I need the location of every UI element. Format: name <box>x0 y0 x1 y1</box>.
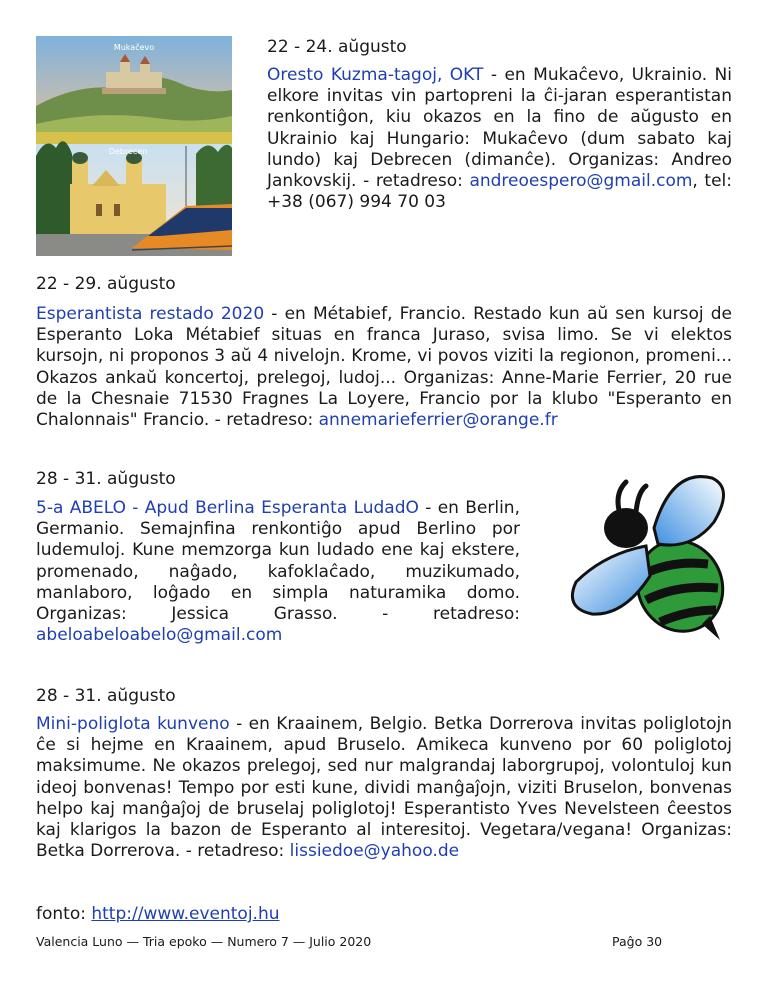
event2-email-link[interactable]: annemarieferrier@orange.fr <box>318 410 558 431</box>
source-line <box>36 904 280 925</box>
event4-date: 28 - 31. aŭgusto <box>36 686 176 706</box>
event1-date: 22 - 24. aŭgusto <box>267 37 407 57</box>
photo-caption-top: Mukačevo <box>113 43 155 52</box>
bee-illustration <box>562 464 734 646</box>
event1-contact: , tel: +38 (067) 994 70 03 <box>267 171 732 213</box>
event2-date: 22 - 29. aŭgusto <box>36 274 176 294</box>
event3-email-link[interactable]: abeloabeloabelo@gmail.com <box>36 625 283 646</box>
photo-caption-bottom: Debrecen <box>108 147 148 156</box>
bee-icon <box>562 464 734 646</box>
source-label: fonto: <box>36 904 92 924</box>
event4-email-link[interactable]: lissiedoe@yahoo.de <box>289 841 460 862</box>
event2-title-link[interactable]: Esperantista restado 2020 <box>36 304 265 324</box>
event1-description <box>267 65 732 213</box>
event1-body: - en Mukaĉevo, Ukrainio. Ni elkore invitas vin partopreni la ĉi-jaran esperantistan renkontiĝon, kiu okazos en la fino de aŭgusto en Ukrainio kaj Hungario: Mukaĉevo (dum sabato kaj lundo) kaj Debrecen (dimanĉe). Organizas: Andreo Jankovskij. - retadreso: <box>267 65 732 192</box>
event-photo <box>36 36 232 256</box>
event2-description <box>36 304 732 431</box>
event-photo-illustration <box>36 36 232 256</box>
event1-email-link[interactable]: andreoespero@gmail.com <box>469 171 693 192</box>
event3-title-link[interactable]: 5-a ABELO - Apud Berlina Esperanta LudadO <box>36 498 419 518</box>
event3-description <box>36 498 520 646</box>
footer-left: Valencia Luno — Tria epoko — Numero 7 — Julio 2020 <box>36 934 372 949</box>
event4-body: - en Kraainem, Belgio. Betka Dorrerova invitas poliglotojn ĉe si hejme en Kraainem, apud Bruselo. Amikeca kunveno por 60 poliglotoj maksimume. Ne okazos prelegoj, sed nur malgrandaj laborgrupoj, volontuloj kun ideoj bonvenas! Tempo por esti kune, dividi manĝaĵojn, viziti Bruselon, bonvenas helpo kaj manĝaĵoj de bruselaj poliglotoj! Esperantisto Yves Nevelsteen ĉeestos kaj klarigos la bazon de Esperanto al interesitoj. Vegetara/vegana! Organizas: Betka Dorrerova. - retadreso: <box>36 714 732 862</box>
event1-title-link[interactable]: Oresto Kuzma-tagoj, OKT <box>267 65 484 85</box>
source-url-link[interactable]: http://www.eventoj.hu <box>91 904 280 924</box>
event3-body: - en Berlin, Germanio. Semajnfina renkontiĝo apud Berlino por ludemuloj. Kune memzorga kun ludado ene kaj ekstere, promenado, naĝado, kafoklaĉado, muzikumado, manlaboro, loĝado en simpla naturamika domo. Organizas: Jessica Grasso. - retadreso: <box>36 498 520 625</box>
event4-description <box>36 714 732 862</box>
event4-title-link[interactable]: Mini-poliglota kunveno <box>36 714 230 734</box>
event2-body: - en Métabief, Francio. Restado kun aŭ sen kursoj de Esperanto Loka Métabief situas en franca Juraso, svisa limo. Se vi elektos kursojn, ni proponos 3 aŭ 4 nivelojn. Krome, vi povos viziti la regionon, promeni... Okazos ankaŭ koncertoj, prelegoj, ludoj... Organizas: Anne-Marie Ferrier, 20 rue de la Chesnaie 71530 Fragnes La Loyere, Francio por la klubo "Esperanto en Chalonnais" Francio. - retadreso: <box>36 304 732 431</box>
event3-date: 28 - 31. aŭgusto <box>36 469 176 489</box>
page-number: Paĝo 30 <box>612 934 663 949</box>
